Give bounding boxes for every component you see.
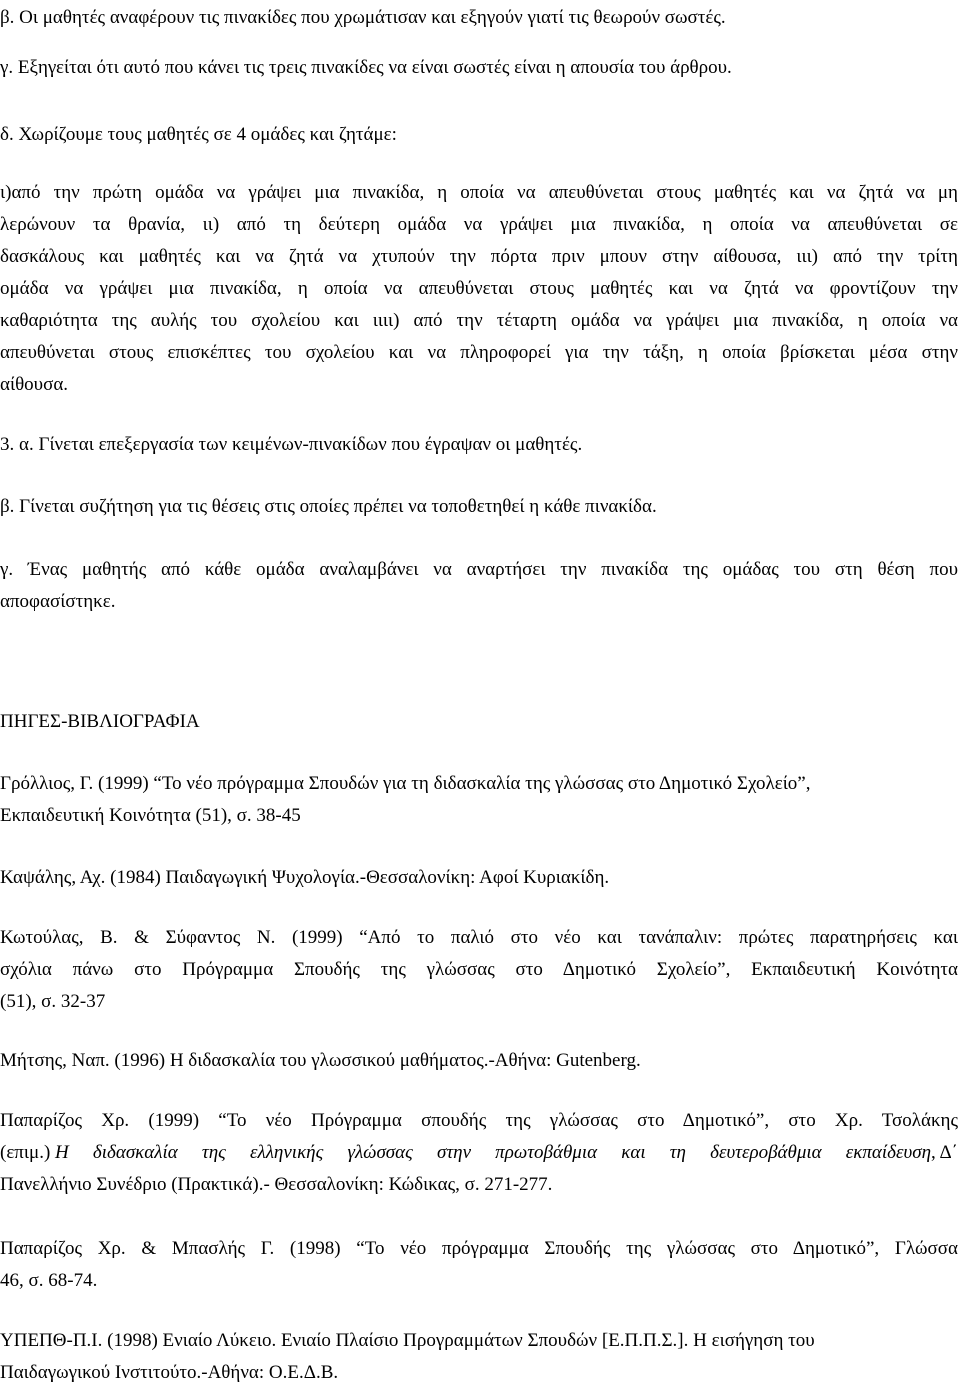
reference-kotoulas (0, 922, 958, 1018)
reference-line: Κωτούλας, Β. & Σύφαντος Ν. (1999) “Από το παλιό στο νέο και τανάπαλιν: πρώτες παρατηρήσεις και (0, 927, 958, 948)
paragraph-line: ομάδα να γράψει μια πινακίδα, η οποία να απευθύνεται στους μαθητές και να ζητά να φροντίζουν την (0, 278, 958, 299)
reference-line (0, 1137, 958, 1169)
step-3a: 3. α. Γίνεται επεξεργασία των κειμένων-πινακίδων που έγραψαν οι μαθητές. (0, 434, 583, 455)
reference-line: Εκπαιδευτική Κοινότητα (51), σ. 38-45 (0, 805, 301, 826)
references-heading: ΠΗΓΕΣ-ΒΙΒΛΙΟΓΡΑΦΙΑ (0, 711, 200, 732)
reference-kapsalis: Καψάλης, Αχ. (1984) Παιδαγωγική Ψυχολογία.-Θεσσαλονίκη: Αφοί Κυριακίδη. (0, 867, 610, 888)
reference-ypepth (0, 1325, 958, 1389)
paragraph-line: αίθουσα. (0, 374, 69, 395)
reference-paparizos-1999 (0, 1105, 958, 1201)
reference-mitsis: Μήτσης, Ναπ. (1996) Η διδασκαλία του γλωσσικού μαθήματος.-Αθήνα: Gutenberg. (0, 1050, 641, 1071)
reference-line: (51), σ. 32-37 (0, 991, 106, 1012)
paragraph-line: λερώνουν τα θρανία, ιι) από τη δεύτερη ομάδα να γράψει μια πινακίδα, η οποία να απευθύνεται σε (0, 214, 958, 235)
paragraph-line: δασκάλους και μαθητές και να ζητά να χτυπούν την πόρτα πριν μπουν στην αίθουσα, ιιι) από την τρίτη (0, 246, 958, 267)
step-3c (0, 554, 958, 618)
paragraph-line: γ. Ένας μαθητής από κάθε ομάδα αναλαμβάνει να αναρτήσει την πινακίδα της ομάδας του στη θέση που (0, 559, 958, 580)
reference-line: σχόλια πάνω στο Πρόγραμμα Σπουδής της γλώσσας στο Δημοτικό Σχολείο”, Εκπαιδευτική Κοινότητα (0, 959, 958, 980)
reference-line: Παιδαγωγικού Ινστιτούτο.-Αθήνα: Ο.Ε.Δ.Β. (0, 1362, 339, 1383)
groups-paragraph (0, 177, 958, 401)
paragraph-line: αποφασίστηκε. (0, 591, 116, 612)
step-d: δ. Χωρίζουμε τους μαθητές σε 4 ομάδες και ζητάμε: (0, 124, 397, 145)
reference-line: Πανελλήνιο Συνέδριο (Πρακτικά).- Θεσσαλονίκη: Κώδικας, σ. 271-277. (0, 1174, 553, 1195)
book-title: Η διδασκαλία της ελληνικής γλώσσας στην πρωτοβάθμια και τη δευτεροβάθμια εκπαίδευση (55, 1142, 931, 1163)
reference-line: ΥΠΕΠΘ-Π.Ι. (1998) Ενιαίο Λύκειο. Ενιαίο Πλαίσιο Προγραμμάτων Σπουδών [Ε.Π.Π.Σ.]. Η εισήγηση του (0, 1330, 815, 1351)
reference-line-part: (επιμ.) (0, 1142, 56, 1163)
reference-paparizos-1998 (0, 1233, 958, 1297)
step-b: β. Οι μαθητές αναφέρουν τις πινακίδες που χρωμάτισαν και εξηγούν γιατί τις θεωρούν σωστές. (0, 7, 726, 28)
reference-grollios (0, 768, 958, 832)
reference-line-part: , Δ΄ (931, 1142, 958, 1163)
reference-line: 46, σ. 68-74. (0, 1270, 98, 1291)
paragraph-line: ι)από την πρώτη ομάδα να γράψει μια πινακίδα, η οποία να απευθύνεται στους μαθητές και να ζητά να μη (0, 182, 958, 203)
paragraph-line: απευθύνεται στους επισκέπτες του σχολείου και να πληροφορεί για την τάξη, η οποία βρίσκεται μέσα στην (0, 342, 958, 363)
step-c: γ. Εξηγείται ότι αυτό που κάνει τις τρεις πινακίδες να είναι σωστές είναι η απουσία του άρθρου. (0, 57, 732, 78)
step-3b: β. Γίνεται συζήτηση για τις θέσεις στις οποίες πρέπει να τοποθετηθεί η κάθε πινακίδα. (0, 496, 657, 517)
paragraph-line: καθαριότητα της αυλής του σχολείου και ιιιι) από την τέταρτη ομάδα να γράψει μια πινακίδα, η οποία να (0, 310, 958, 331)
reference-line: Παπαρίζος Χρ. & Μπασλής Γ. (1998) “Το νέο πρόγραμμα Σπουδής της γλώσσας στο Δημοτικό”, Γλώσσα (0, 1238, 958, 1259)
reference-line: Γρόλλιος, Γ. (1999) “Το νέο πρόγραμμα Σπουδών για τη διδασκαλία της γλώσσας στο Δημοτικό Σχολείο”, (0, 773, 811, 794)
reference-line: Παπαρίζος Χρ. (1999) “Το νέο Πρόγραμμα σπουδής της γλώσσας στο Δημοτικό”, στο Χρ. Τσολάκης (0, 1110, 958, 1131)
